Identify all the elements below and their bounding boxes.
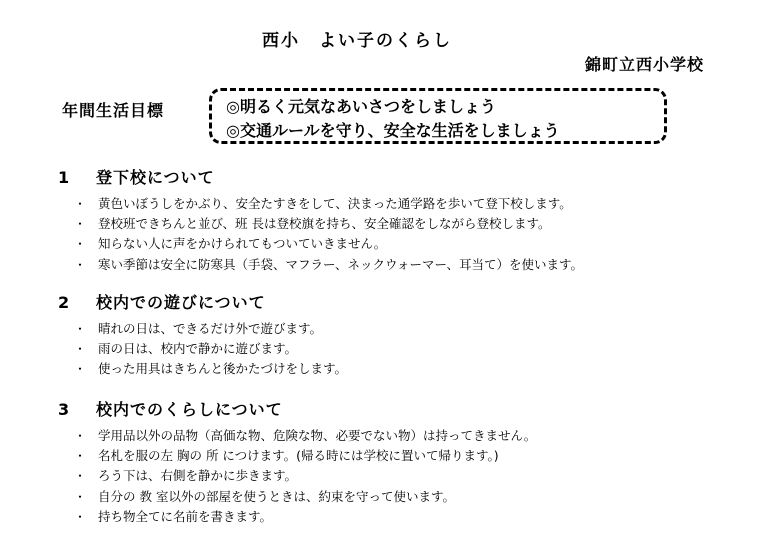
section-number: 1	[58, 168, 71, 187]
rule-item	[58, 319, 347, 339]
school-name: 錦町立西小学校	[584, 55, 704, 74]
rule-text: 寒い季節は安全に防寒具（手袋、マフラー、ネックウォーマー、耳当て）を使います。	[98, 256, 584, 272]
rule-item	[58, 194, 583, 214]
rule-text: ろう下は、右側を静かに歩きます。	[98, 468, 298, 484]
rule-text: 使った用具はきちんと後かたづけをします。	[98, 361, 348, 377]
rule-item	[58, 446, 536, 466]
rule-list	[58, 426, 536, 527]
rule-item	[58, 487, 536, 507]
section-heading	[58, 291, 347, 319]
rule-text: 持ち物全てに名前を書きます。	[98, 508, 273, 524]
section-heading	[58, 398, 536, 426]
rule-list	[58, 319, 347, 380]
rule-text: 登校班できちんと並び、班 長は登校旗を持ち、安全確認をしながら登校します。	[98, 216, 551, 232]
section-title: 校内でのくらしについて	[96, 400, 283, 419]
section-heading	[58, 166, 583, 194]
rule-item	[58, 466, 536, 486]
annual-goal-label: 年間生活目標	[62, 101, 165, 120]
section-title: 登下校について	[96, 168, 215, 187]
rule-text: 雨の日は、校内で静かに遊びます。	[98, 341, 298, 357]
bullet: ・	[74, 257, 87, 272]
rule-text: 学用品以外の品物（高価な物、危険な物、必要でない物）は持ってきません。	[98, 428, 537, 443]
rule-item	[58, 426, 536, 446]
section-title: 校内での遊びについて	[96, 293, 266, 312]
rule-text: 黄色いぼうしをかぶり、安全たすきをして、決まった通学路を歩いて登下校します。	[98, 196, 572, 211]
rule-text: 名札を服の左 胸の 所 につけます。(帰る時には学校に置いて帰ります。)	[98, 448, 499, 464]
bullet: ・	[74, 509, 87, 524]
bullet: ・	[74, 362, 87, 377]
rule-item	[58, 339, 347, 359]
rule-text: 知らない人に声をかけられてもついていきません。	[98, 236, 387, 252]
bullet: ・	[74, 217, 87, 232]
rule-list	[58, 194, 583, 275]
rule-text: 晴れの日は、できるだけ外で遊びます。	[98, 321, 323, 336]
section-number: 3	[58, 400, 71, 419]
rule-item	[58, 214, 583, 234]
bullet: ・	[74, 322, 87, 336]
annual-goal-box	[209, 88, 667, 144]
bullet: ・	[74, 469, 87, 484]
goal-item: ◎明るく元気なあいさつをしましょう	[226, 97, 496, 116]
bullet: ・	[74, 449, 87, 464]
bullet: ・	[74, 489, 87, 504]
rule-item	[58, 255, 583, 275]
section-school-life	[58, 398, 536, 527]
rule-item	[58, 234, 583, 254]
section-commute	[58, 166, 583, 275]
page-title: 西小 よい子のくらし	[262, 31, 452, 51]
rule-item	[58, 359, 347, 379]
section-number: 2	[58, 293, 71, 312]
bullet: ・	[74, 197, 87, 211]
rule-item	[58, 507, 536, 527]
bullet: ・	[74, 429, 87, 443]
goal-item: ◎交通ルールを守り、安全な生活をしましょう	[226, 121, 560, 140]
bullet: ・	[74, 342, 87, 357]
rule-text: 自分の 教 室以外の部屋を使うときは、約束を守って使います。	[98, 488, 455, 504]
bullet: ・	[74, 237, 87, 252]
section-school-play	[58, 291, 347, 380]
